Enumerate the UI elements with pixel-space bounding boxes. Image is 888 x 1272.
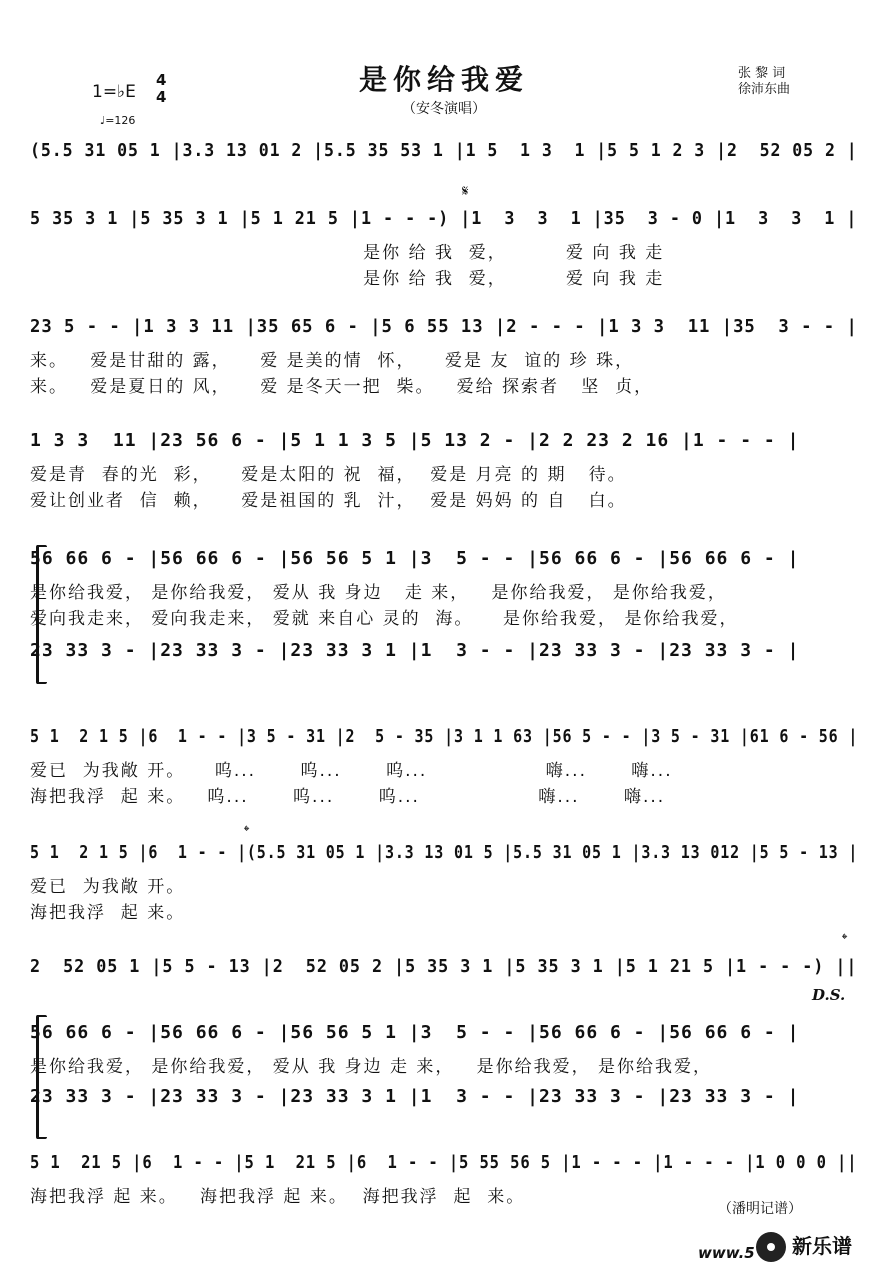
segno-sign: 𝄋 [462, 182, 469, 200]
notation-line: 56 66 6 - |56 66 6 - |56 56 5 1 |3 5 - - |56 66 6 - |56 66 6 - | [30, 1022, 800, 1043]
notation-line: 56 66 6 - |56 66 6 - |56 56 5 1 |3 5 - - |56 66 6 - |56 66 6 - | [30, 548, 800, 569]
coda-sign: 𝄌 [244, 822, 250, 840]
footer-url: www.5 [698, 1244, 755, 1262]
notation-line: 5 1 2 1 5 |6 1 - - |3 5 - 31 |2 5 - 35 |3 1 1 63 |56 5 - - |3 5 - 31 |61 6 - 56 | [30, 726, 859, 747]
lyric-line: 爱让创业者 信 赖， 爱是祖国的 乳 汁， 爱是 妈妈 的 自 白。 [30, 491, 627, 511]
lyric-line: 爱向我走来， 爱向我走来， 爱就 来自心 灵的 海。 是你给我爱， 是你给我爱， [30, 609, 739, 629]
transcriber-note: （潘明记谱） [718, 1201, 802, 1217]
tempo-marking: ♩=126 [100, 114, 136, 127]
time-signature [156, 72, 166, 106]
lyric-line: 来。 爱是夏日的 风， 爱 是冬天一把 柴。 爱给 探索者 坚 贞， [30, 377, 654, 397]
lyric-line: 是你 给 我 爱， 爱 向 我 走 [30, 243, 665, 263]
lyric-line: 爱是青 春的光 彩， 爱是太阳的 祝 福， 爱是 月亮 的 期 待。 [30, 465, 627, 485]
score-row [30, 548, 860, 628]
system-bracket [36, 545, 47, 684]
key-signature: 1=♭E [92, 82, 136, 102]
score-row [30, 208, 860, 288]
site-logo [792, 1230, 852, 1259]
lyric-line: 爱已 为我敞 开。 呜... 呜... 呜... 嗨... 嗨... [30, 761, 673, 781]
composer: 徐沛东曲 [738, 82, 791, 97]
lyric-line: 是你给我爱， 是你给我爱， 爱从 我 身边 走 来， 是你给我爱， 是你给我爱， [30, 1057, 713, 1077]
score-row [30, 430, 860, 510]
performer-note: （安冬演唱） [402, 101, 486, 117]
system-bracket [36, 1015, 47, 1139]
notation-line: 5 1 2 1 5 |6 1 - - |(5.5 31 05 1 |3.3 13 01 5 |5.5 31 05 1 |3.3 13 012 |5 5 - 13 | [30, 842, 859, 863]
score-row [30, 640, 860, 720]
notation-line: 5 35 3 1 |5 35 3 1 |5 1 21 5 |1 - - -) |1 3 3 1 |35 3 - 0 |1 3 3 1 | [30, 208, 858, 229]
notation-line: 23 33 3 - |23 33 3 - |23 33 3 1 |1 3 - - |23 33 3 - |23 33 3 - | [30, 640, 800, 661]
lyric-line: 爱已 为我敞 开。 [30, 877, 186, 897]
credits [738, 66, 790, 98]
lyric-line: 海把我浮 起 来。 呜... 呜... 呜... 嗨... 嗨... [30, 787, 666, 807]
score-row [30, 842, 860, 922]
dal-segno: D.S. [812, 986, 846, 1004]
notation-line: 2 52 05 1 |5 5 - 13 |2 52 05 2 |5 35 3 1 |5 35 3 1 |5 1 21 5 |1 - - -) || [30, 956, 858, 977]
song-title: 是你给我爱 [358, 63, 529, 96]
time-signature-top: 4 [156, 71, 167, 89]
notation-line: 23 33 3 - |23 33 3 - |23 33 3 1 |1 3 - - |23 33 3 - |23 33 3 - | [30, 1086, 800, 1107]
logo-disc-icon [756, 1232, 786, 1262]
score-row [30, 726, 860, 806]
site-logo-text: 新乐谱 [792, 1234, 852, 1258]
lyric-line: 来。 爱是甘甜的 露， 爱 是美的情 怀， 爱是 友 谊的 珍 珠， [30, 351, 635, 371]
lyric-line: 海把我浮 起 来。 海把我浮 起 来。 海把我浮 起 来。 [30, 1187, 526, 1207]
score-row [30, 1152, 860, 1232]
score-row [30, 316, 860, 396]
notation-line: 1 3 3 11 |23 56 6 - |5 1 1 3 5 |5 13 2 - |2 2 23 2 16 |1 - - - | [30, 430, 800, 451]
notation-line: 5 1 21 5 |6 1 - - |5 1 21 5 |6 1 - - |5 55 56 5 |1 - - - |1 - - - |1 0 0 0 || [30, 1152, 858, 1173]
time-signature-bottom: 4 [156, 88, 167, 106]
lyric-line: 是你 给 我 爱， 爱 向 我 走 [30, 269, 665, 289]
coda-sign-end: 𝄌 [842, 930, 848, 948]
lyric-line: 海把我浮 起 来。 [30, 903, 186, 923]
lyric-line: 是你给我爱， 是你给我爱， 爱从 我 身边 走 来， 是你给我爱， 是你给我爱， [30, 583, 727, 603]
notation-line: 23 5 - - |1 3 3 11 |35 65 6 - |5 6 55 13 |2 - - - |1 3 3 11 |35 3 - - | [30, 316, 858, 337]
notation-line: (5.5 31 05 1 |3.3 13 01 2 |5.5 35 53 1 |1 5 1 3 1 |5 5 1 2 3 |2 52 05 2 | [30, 140, 858, 161]
lyricist: 张 黎 词 [738, 66, 786, 81]
